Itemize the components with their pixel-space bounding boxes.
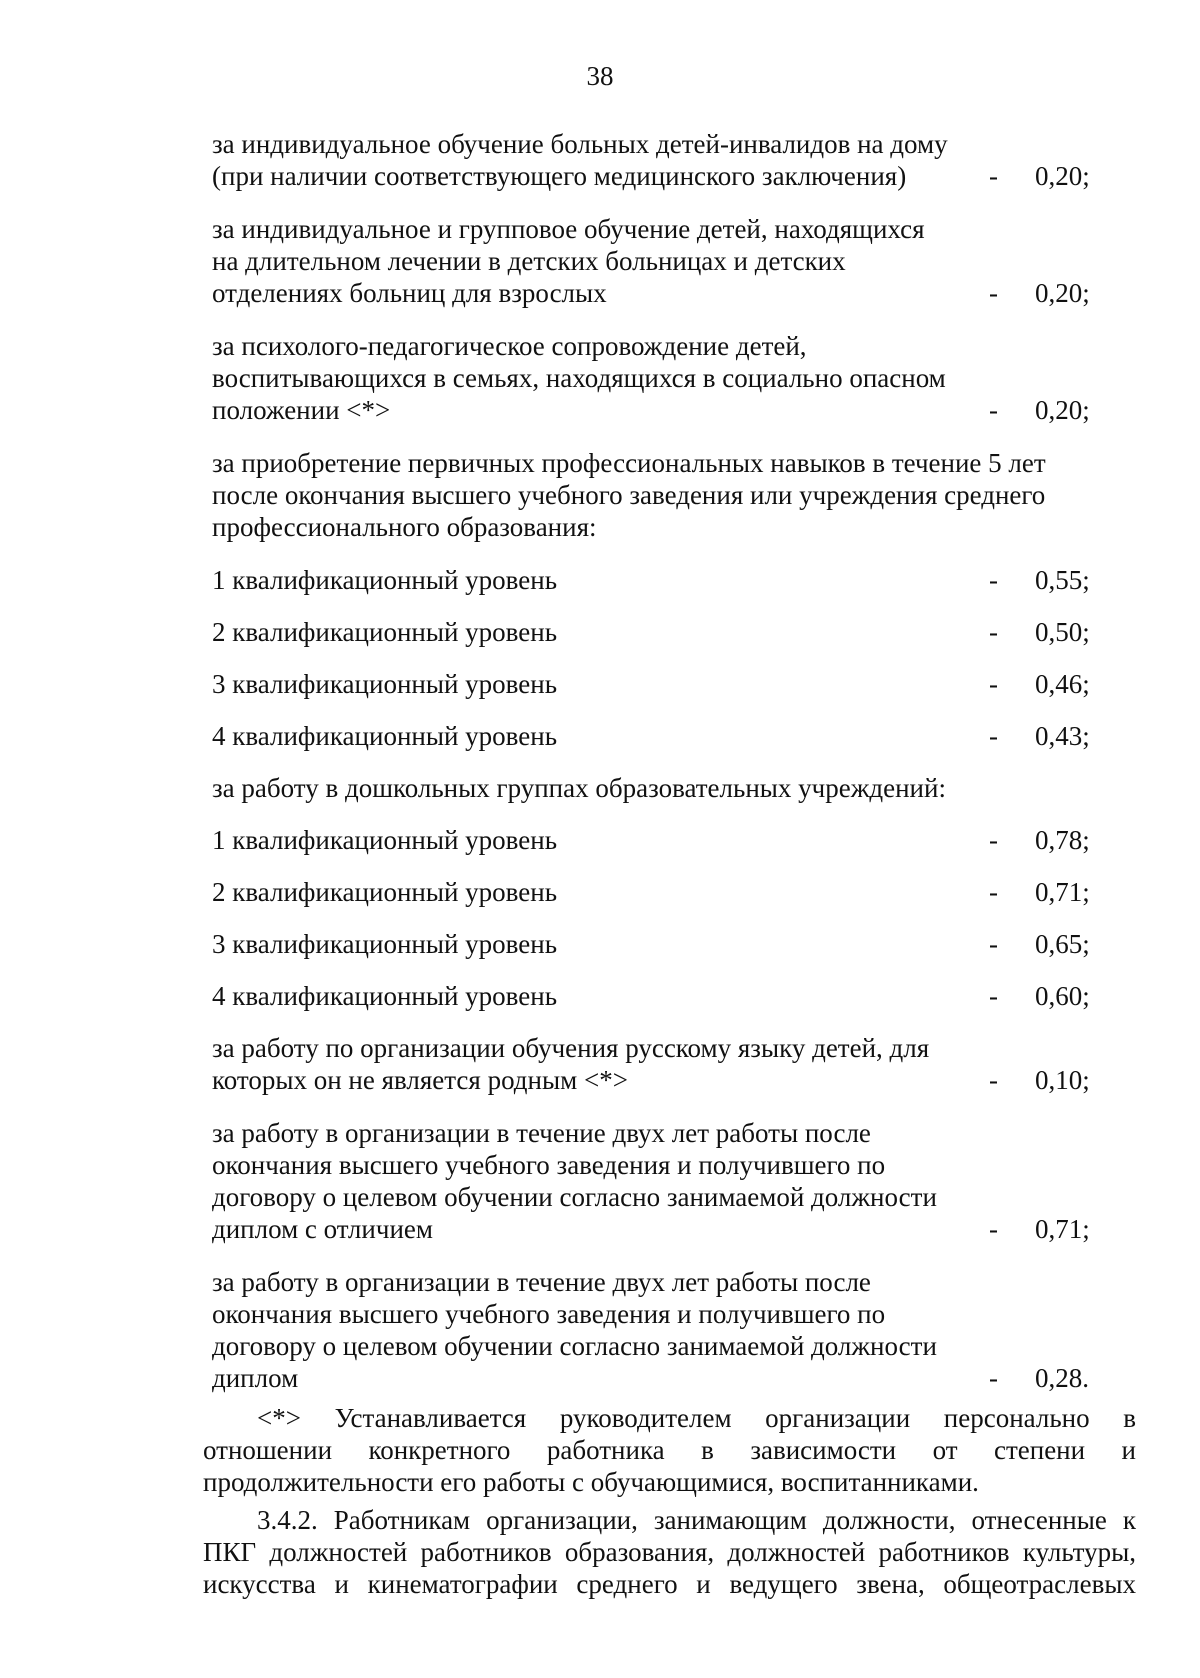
allowance-label: 4 квалификационный уровень: [212, 981, 558, 1011]
allowance-dash: -: [989, 565, 998, 595]
allowance-dash: -: [989, 1065, 998, 1095]
allowance-value: 0,55;: [1035, 565, 1090, 595]
allowance-dash: -: [989, 1214, 998, 1244]
allowance-value: 0,46;: [1035, 669, 1090, 699]
allowance-label: за работу по организации обучения русскому языку детей, для которых он не является родным <*>: [212, 1033, 930, 1095]
allowance-value: 0,71;: [1035, 1214, 1090, 1244]
allowance-value: 0,20;: [1035, 395, 1090, 425]
allowance-dash: -: [989, 617, 998, 647]
allowance-label: 1 квалификационный уровень: [212, 565, 558, 595]
allowance-dash: -: [989, 278, 998, 308]
allowance-label: за индивидуальное и групповое обучение детей, находящихся на длительном лечении в детских больницах и детских отделениях больниц для взрослых: [212, 214, 925, 308]
allowance-list: [212, 128, 1092, 1394]
allowance-value: 0,20;: [1035, 278, 1090, 308]
allowance-row: [212, 213, 1092, 309]
allowance-label: 3 квалификационный уровень: [212, 669, 558, 699]
footnote-text: <*> Устанавливается руководителем организации персонально в отношении конкретного работника в зависимости от степени и продолжительности его работы с обучающимися, воспитанниками.: [203, 1403, 1136, 1497]
allowance-heading: [212, 772, 1092, 804]
allowance-label: 2 квалификационный уровень: [212, 617, 558, 647]
allowance-heading-label: за приобретение первичных профессиональных навыков в течение 5 лет после окончания высшего учебного заведения или учреждения среднего профессионального образования:: [212, 448, 1046, 542]
allowance-row: [212, 1266, 1092, 1394]
allowance-value: 0,20;: [1035, 161, 1090, 191]
allowance-heading-label: за работу в дошкольных группах образовательных учреждений:: [212, 773, 946, 803]
allowance-dash: -: [989, 929, 998, 959]
allowance-row: [212, 616, 1092, 648]
allowance-value: 0,78;: [1035, 825, 1090, 855]
allowance-dash: -: [989, 825, 998, 855]
allowance-row: [212, 928, 1092, 960]
allowance-value: 0,60;: [1035, 981, 1090, 1011]
allowance-row: [212, 128, 1092, 192]
allowance-label: за психолого-педагогическое сопровождение детей, воспитывающихся в семьях, находящихся в социально опасном положении <*>: [212, 331, 946, 425]
allowance-row: [212, 720, 1092, 752]
allowance-row: [212, 824, 1092, 856]
footnote-block: [203, 1402, 1136, 1498]
allowance-row: [212, 330, 1092, 426]
allowance-dash: -: [989, 1363, 998, 1393]
allowance-row: [212, 668, 1092, 700]
allowance-heading: [212, 447, 1092, 543]
allowance-value: 0,28.: [1035, 1363, 1089, 1393]
allowance-label: 1 квалификационный уровень: [212, 825, 558, 855]
allowance-row: [212, 1117, 1092, 1245]
allowance-row: [212, 564, 1092, 596]
paragraph-block: [203, 1504, 1136, 1600]
allowance-label: 3 квалификационный уровень: [212, 929, 558, 959]
allowance-dash: -: [989, 721, 998, 751]
allowance-label: 2 квалификационный уровень: [212, 877, 558, 907]
allowance-dash: -: [989, 981, 998, 1011]
allowance-value: 0,43;: [1035, 721, 1090, 751]
allowance-dash: -: [989, 669, 998, 699]
allowance-value: 0,71;: [1035, 877, 1090, 907]
allowance-dash: -: [989, 877, 998, 907]
allowance-dash: -: [989, 161, 998, 191]
allowance-value: 0,50;: [1035, 617, 1090, 647]
allowance-label: 4 квалификационный уровень: [212, 721, 558, 751]
allowance-row: [212, 1032, 1092, 1096]
allowance-label: за работу в организации в течение двух лет работы после окончания высшего учебного заведения и получившего по договору о целевом обучении согласно занимаемой должности диплом: [212, 1267, 937, 1393]
allowance-value: 0,65;: [1035, 929, 1090, 959]
allowance-row: [212, 980, 1092, 1012]
allowance-value: 0,10;: [1035, 1065, 1090, 1095]
paragraph-3-4-2: 3.4.2. Работникам организации, занимающим должности, отнесенные к ПКГ должностей работников образования, должностей работников культуры, искусства и кинематографии среднего и ведущего звена, общеотраслевых: [203, 1505, 1136, 1599]
allowance-row: [212, 876, 1092, 908]
page-number: 38: [586, 61, 614, 91]
allowance-dash: -: [989, 395, 998, 425]
allowance-label: за индивидуальное обучение больных детей-инвалидов на дому (при наличии соответствующего медицинского заключения): [212, 129, 948, 191]
allowance-label: за работу в организации в течение двух лет работы после окончания высшего учебного заведения и получившего по договору о целевом обучении согласно занимаемой должности диплом с отличием: [212, 1118, 937, 1244]
